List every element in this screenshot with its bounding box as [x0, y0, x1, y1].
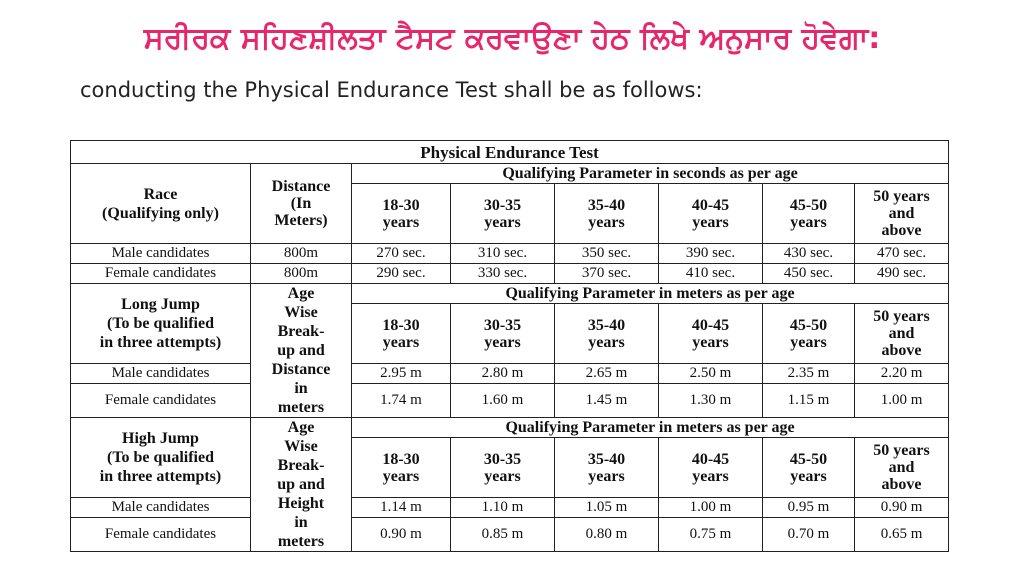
- value-cell: 310 sec.: [451, 244, 555, 264]
- value-cell: 1.00 m: [659, 498, 763, 518]
- value-cell: 1.05 m: [555, 498, 659, 518]
- value-cell: 0.65 m: [855, 518, 949, 552]
- table-row: [71, 264, 949, 284]
- value-cell: 0.80 m: [555, 518, 659, 552]
- age-group-header: 45-50 years: [763, 184, 855, 244]
- candidate-label: Male candidates: [71, 498, 251, 518]
- table-row: [71, 244, 949, 264]
- value-cell: 1.74 m: [352, 384, 451, 418]
- table-title: Physical Endurance Test: [71, 141, 949, 164]
- high-jump-parameter-heading: Qualifying Parameter in meters as per age: [352, 418, 949, 438]
- distance-cell: 800m: [251, 264, 352, 284]
- page-heading: ਸਰੀਰਕ ਸਹਿਣਸ਼ੀਲਤਾ ਟੈਸਟ ਕਰਵਾਉਣਾ ਹੇਠ ਲਿਖੇ ਅਨੁਸਾਰ ਹੋਵੇਗਾ:: [143, 21, 881, 56]
- high-jump-parameter-row: [71, 418, 949, 438]
- value-cell: 1.10 m: [451, 498, 555, 518]
- value-cell: 390 sec.: [659, 244, 763, 264]
- distance-cell: 800m: [251, 244, 352, 264]
- value-cell: 490 sec.: [855, 264, 949, 284]
- value-cell: 2.35 m: [763, 364, 855, 384]
- value-cell: 0.75 m: [659, 518, 763, 552]
- value-cell: 470 sec.: [855, 244, 949, 264]
- age-group-header: 18-30 years: [352, 184, 451, 244]
- table-row: [71, 384, 949, 418]
- age-group-header: 18-30 years: [352, 438, 451, 498]
- age-group-header: 40-45 years: [659, 184, 763, 244]
- value-cell: 2.20 m: [855, 364, 949, 384]
- race-parameter-heading: Qualifying Parameter in seconds as per age: [352, 164, 949, 184]
- value-cell: 1.60 m: [451, 384, 555, 418]
- high-jump-measure-label: Age Wise Break- up and Height in meters: [251, 418, 352, 552]
- value-cell: 270 sec.: [352, 244, 451, 264]
- long-jump-measure-label: Age Wise Break- up and Distance in meters: [251, 284, 352, 418]
- age-group-header: 35-40 years: [555, 184, 659, 244]
- value-cell: 2.65 m: [555, 364, 659, 384]
- age-group-header: 35-40 years: [555, 304, 659, 364]
- value-cell: 430 sec.: [763, 244, 855, 264]
- value-cell: 330 sec.: [451, 264, 555, 284]
- age-group-header: 40-45 years: [659, 304, 763, 364]
- candidate-label: Male candidates: [71, 364, 251, 384]
- age-group-header: 50 years and above: [855, 438, 949, 498]
- table-row: [71, 518, 949, 552]
- race-event-label: Race (Qualifying only): [71, 164, 251, 244]
- value-cell: 0.95 m: [763, 498, 855, 518]
- high-jump-event-label: High Jump (To be qualified in three attempts): [71, 418, 251, 498]
- age-group-header: 18-30 years: [352, 304, 451, 364]
- age-group-header: 30-35 years: [451, 304, 555, 364]
- race-measure-label: Distance (In Meters): [251, 164, 352, 244]
- table-row: [71, 364, 949, 384]
- long-jump-event-label: Long Jump (To be qualified in three attempts): [71, 284, 251, 364]
- value-cell: 350 sec.: [555, 244, 659, 264]
- value-cell: 0.90 m: [855, 498, 949, 518]
- age-group-header: 40-45 years: [659, 438, 763, 498]
- value-cell: 1.45 m: [555, 384, 659, 418]
- race-parameter-row: [71, 164, 949, 184]
- value-cell: 1.14 m: [352, 498, 451, 518]
- value-cell: 0.85 m: [451, 518, 555, 552]
- long-jump-parameter-heading: Qualifying Parameter in meters as per age: [352, 284, 949, 304]
- intro-text: conducting the Physical Endurance Test shall be as follows:: [80, 78, 703, 102]
- age-group-header: 30-35 years: [451, 184, 555, 244]
- value-cell: 370 sec.: [555, 264, 659, 284]
- value-cell: 410 sec.: [659, 264, 763, 284]
- value-cell: 0.90 m: [352, 518, 451, 552]
- value-cell: 1.30 m: [659, 384, 763, 418]
- candidate-label: Female candidates: [71, 384, 251, 418]
- table-row: [71, 498, 949, 518]
- age-group-header: 30-35 years: [451, 438, 555, 498]
- value-cell: 2.50 m: [659, 364, 763, 384]
- age-group-header: 45-50 years: [763, 304, 855, 364]
- value-cell: 450 sec.: [763, 264, 855, 284]
- physical-endurance-table: [70, 140, 949, 552]
- age-group-header: 35-40 years: [555, 438, 659, 498]
- age-group-header: 50 years and above: [855, 304, 949, 364]
- age-group-header: 45-50 years: [763, 438, 855, 498]
- age-group-header: 50 years and above: [855, 184, 949, 244]
- value-cell: 1.00 m: [855, 384, 949, 418]
- value-cell: 290 sec.: [352, 264, 451, 284]
- value-cell: 2.95 m: [352, 364, 451, 384]
- candidate-label: Female candidates: [71, 518, 251, 552]
- candidate-label: Male candidates: [71, 244, 251, 264]
- value-cell: 0.70 m: [763, 518, 855, 552]
- value-cell: 1.15 m: [763, 384, 855, 418]
- value-cell: 2.80 m: [451, 364, 555, 384]
- candidate-label: Female candidates: [71, 264, 251, 284]
- long-jump-parameter-row: [71, 284, 949, 304]
